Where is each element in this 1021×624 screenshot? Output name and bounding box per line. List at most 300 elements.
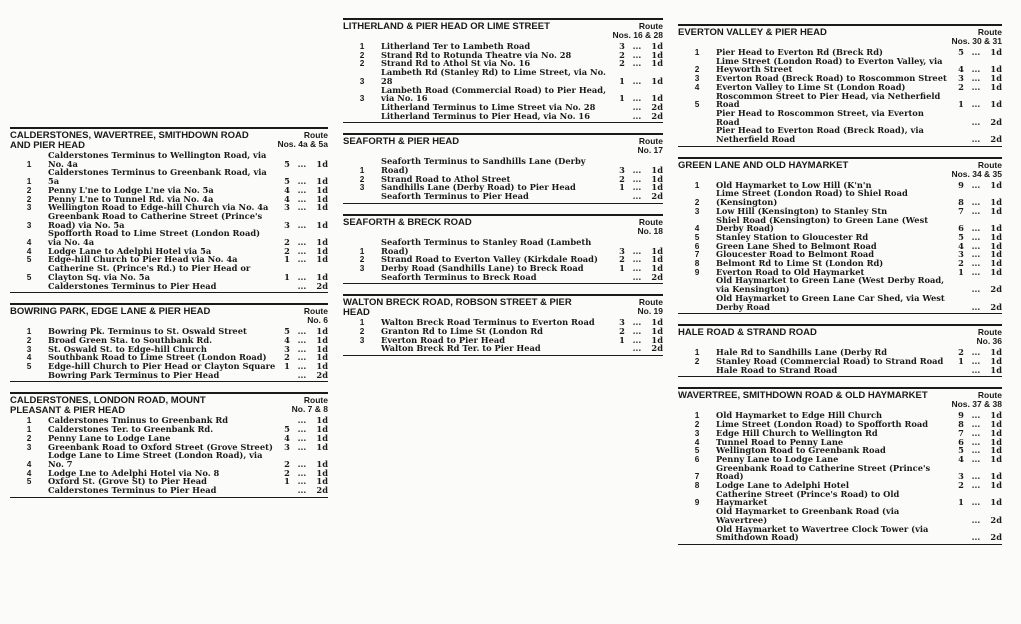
fare-description: Wellington Road to Greenbank Road bbox=[716, 445, 886, 456]
route-section-header bbox=[343, 22, 663, 42]
fare-stage-count: 1 bbox=[958, 266, 964, 277]
fare-description: Derby Road (Sandhills Lane) to Breck Road bbox=[381, 262, 584, 273]
fare-leader-dots: ... bbox=[297, 193, 307, 204]
route-section-title: WALTON BRECK ROAD, ROBSON STREET & PIER HEAD bbox=[343, 297, 572, 319]
fare-price: 1d bbox=[316, 176, 328, 187]
fare-leader-dots: ... bbox=[971, 301, 981, 312]
route-section-header bbox=[678, 28, 1002, 48]
fare-stage-count: 6 bbox=[958, 436, 964, 447]
fare-description: Bowring Pk. Terminus to St. Oswald Street bbox=[48, 326, 247, 337]
fare-stage-number: 2 bbox=[694, 64, 700, 75]
fare-price: 1d bbox=[316, 184, 328, 195]
fare-row bbox=[10, 264, 328, 281]
fare-stage-count: 9 bbox=[958, 410, 964, 421]
fare-description: Hale Road to Strand Road bbox=[716, 364, 838, 375]
route-section bbox=[678, 157, 1002, 315]
fare-price: 1d bbox=[990, 347, 1002, 358]
fare-price: 2d bbox=[651, 271, 663, 282]
fare-price: 1d bbox=[651, 317, 663, 328]
fare-description: Seaforth Terminus to Breck Road bbox=[381, 271, 537, 282]
route-section-title: WAVERTREE, SMITHDOWN ROAD & OLD HAYMARKET bbox=[678, 390, 928, 402]
fare-stage-number: 2 bbox=[359, 173, 365, 184]
route-label: Route bbox=[977, 390, 1002, 401]
fare-description: Litherland Terminus to Lime Street via No. 28 bbox=[381, 101, 596, 112]
fare-stage-count: 7 bbox=[958, 205, 964, 216]
fare-description: Strand Road to Everton Valley (Kirkdale Road) bbox=[381, 254, 598, 265]
fare-leader-dots: ... bbox=[971, 436, 981, 447]
fare-price: 2d bbox=[990, 532, 1002, 543]
fare-leader-dots: ... bbox=[632, 326, 642, 337]
fare-price: 1d bbox=[651, 93, 663, 104]
fare-description: Penny L'ne to Lodge L'ne via No. 5a bbox=[48, 184, 214, 195]
fare-price: 1d bbox=[990, 471, 1002, 482]
route-section bbox=[678, 324, 1002, 377]
fare-leader-dots: ... bbox=[632, 49, 642, 60]
section-rule bbox=[343, 283, 663, 284]
route-section-title: HALE ROAD & STRAND ROAD bbox=[678, 327, 817, 339]
fare-stage-number: 8 bbox=[694, 258, 700, 269]
fare-stage-count: 1 bbox=[958, 99, 964, 110]
fare-row bbox=[343, 112, 663, 121]
fare-description: Litherland Ter to Lambeth Road bbox=[381, 41, 531, 51]
section-rule bbox=[10, 497, 328, 498]
fare-leader-dots: ... bbox=[297, 334, 307, 345]
fare-price: 1d bbox=[990, 445, 1002, 456]
fare-stage-count: 3 bbox=[619, 317, 625, 328]
fare-leader-dots: ... bbox=[971, 419, 981, 430]
fare-description: Everton Valley to Lime St (London Road) bbox=[716, 81, 906, 92]
fare-description: Seaforth Terminus to Sandhills Lane (Derby Road) bbox=[381, 156, 586, 176]
fare-price: 1d bbox=[651, 75, 663, 86]
fare-description: Southbank Road to Lime Street (London Road) bbox=[48, 352, 267, 363]
fare-price: 1d bbox=[316, 352, 328, 363]
fare-leader-dots: ... bbox=[297, 245, 307, 256]
fare-price: 1d bbox=[990, 81, 1002, 92]
fare-price: 1d bbox=[316, 343, 328, 354]
route-section-header bbox=[678, 328, 1002, 348]
fare-price: 1d bbox=[990, 249, 1002, 260]
section-rule bbox=[10, 381, 328, 382]
fare-stage-count: 2 bbox=[284, 237, 290, 248]
fare-description: Lime Street (London Road) to Shiel Road (Kensington) bbox=[716, 188, 908, 208]
fare-leader-dots: ... bbox=[971, 258, 981, 269]
fare-stage-number: 5 bbox=[26, 271, 32, 282]
fare-stage-count: 4 bbox=[958, 240, 964, 251]
route-label: Route bbox=[638, 21, 663, 31]
fare-row bbox=[10, 486, 328, 495]
fare-description: Calderstones Terminus to Pier Head bbox=[48, 485, 217, 496]
fare-price: 2d bbox=[316, 280, 328, 291]
fare-stage-count: 4 bbox=[284, 184, 290, 195]
fare-stage-number: 3 bbox=[26, 343, 32, 354]
fare-description: Low Hill (Kensington) to Stanley Stn bbox=[716, 205, 888, 216]
fare-price: 1d bbox=[316, 271, 328, 282]
route-numbers bbox=[304, 307, 328, 325]
fare-row bbox=[678, 189, 1002, 206]
route-section-title: EVERTON VALLEY & PIER HEAD bbox=[678, 27, 827, 38]
fare-stage-number: 4 bbox=[26, 352, 32, 363]
fare-price: 1d bbox=[316, 326, 328, 337]
fare-leader-dots: ... bbox=[632, 334, 642, 345]
fare-price: 1d bbox=[316, 441, 328, 452]
fare-price: 2d bbox=[651, 191, 663, 202]
fare-leader-dots: ... bbox=[632, 254, 642, 265]
fare-description: Pier Head to Everton Road (Breck Road), via Netherfield Road bbox=[716, 125, 924, 145]
fare-price: 1d bbox=[651, 49, 663, 60]
fare-description: Lodge Lane to Adelphi Hotel bbox=[716, 480, 849, 491]
fare-price: 2d bbox=[651, 101, 663, 112]
fare-stage-number: 7 bbox=[694, 471, 700, 482]
fare-stage-number: 4 bbox=[26, 458, 32, 469]
fare-stage-count: 1 bbox=[284, 361, 290, 372]
column-2 bbox=[343, 18, 663, 366]
fare-description: Everton Road (Breck Road) to Roscommon Street bbox=[716, 73, 947, 84]
fare-row bbox=[678, 464, 1002, 481]
fare-description: Shiel Road (Kensington) to Green Lane (West Derby Road) bbox=[716, 214, 929, 234]
fare-price: 2d bbox=[990, 116, 1002, 127]
route-section-title: BOWRING PARK, EDGE LANE & PIER HEAD bbox=[10, 306, 211, 318]
fare-stage-number: 9 bbox=[694, 266, 700, 277]
fare-stage-count: 3 bbox=[619, 165, 625, 176]
fare-description: Calderstones Ter. to Greenbank Rd. bbox=[48, 424, 214, 435]
fare-description: Green Lane Shed to Belmont Road bbox=[716, 240, 877, 251]
fare-leader-dots: ... bbox=[632, 317, 642, 328]
fare-leader-dots: ... bbox=[297, 458, 307, 469]
fare-price: 1d bbox=[316, 424, 328, 435]
fare-description: Litherland Terminus to Pier Head, via No. 16 bbox=[381, 110, 590, 121]
fare-stage-count: 8 bbox=[958, 197, 964, 208]
fare-stage-number: 3 bbox=[694, 427, 700, 438]
column-1 bbox=[10, 127, 328, 508]
fare-stage-count: 3 bbox=[958, 471, 964, 482]
fare-price: 1d bbox=[316, 158, 328, 169]
fare-leader-dots: ... bbox=[297, 485, 307, 496]
fare-stage-count: 3 bbox=[958, 249, 964, 260]
fare-row bbox=[678, 92, 1002, 109]
fare-stage-count: 3 bbox=[284, 219, 290, 230]
fare-price: 1d bbox=[651, 173, 663, 184]
route-nos: Nos. 30 & 31 bbox=[951, 36, 1002, 46]
fare-stage-count: 2 bbox=[284, 352, 290, 363]
fare-stage-number: 1 bbox=[26, 415, 32, 426]
fare-price: 1d bbox=[990, 364, 1002, 375]
route-section-header bbox=[10, 396, 328, 416]
fare-description: Catherine St. (Prince's Rd.) to Pier Head or Clayton Sq. via No. 5a bbox=[48, 263, 251, 282]
fare-price: 1d bbox=[990, 410, 1002, 421]
fare-description: St. Oswald St. to Edge-hill Church bbox=[48, 343, 207, 354]
fare-stage-number: 2 bbox=[359, 49, 365, 60]
fare-price: 2d bbox=[316, 485, 328, 496]
section-rule bbox=[678, 376, 1002, 377]
fare-row bbox=[343, 157, 663, 174]
route-section-title: CALDERSTONES, WAVERTREE, SMITHDOWN ROAD AND PIER HEAD bbox=[10, 130, 249, 151]
fare-stage-count: 5 bbox=[284, 158, 290, 169]
route-numbers bbox=[951, 161, 1002, 179]
section-rule bbox=[678, 146, 1002, 147]
route-section-header bbox=[343, 137, 663, 157]
fare-stage-count: 4 bbox=[284, 193, 290, 204]
fare-stage-number: 7 bbox=[694, 249, 700, 260]
fare-price: 1d bbox=[990, 64, 1002, 75]
section-rule bbox=[678, 313, 1002, 314]
fare-description: Pier Head to Roscommon Street, via Everton Road bbox=[716, 107, 924, 127]
fare-row bbox=[678, 490, 1002, 507]
fare-description: Edge-hill Church to Pier Head via No. 4a bbox=[48, 254, 238, 265]
fare-stage-number: 1 bbox=[694, 410, 700, 421]
fare-stage-number: 2 bbox=[26, 184, 32, 195]
fare-stage-count: 1 bbox=[619, 93, 625, 104]
fare-leader-dots: ... bbox=[971, 64, 981, 75]
fare-stage-count: 1 bbox=[284, 254, 290, 265]
fare-price: 1d bbox=[316, 361, 328, 372]
route-label: Route bbox=[977, 159, 1002, 170]
section-rule bbox=[343, 122, 663, 123]
fare-stage-number: 2 bbox=[359, 326, 365, 337]
fare-stage-count: 4 bbox=[958, 64, 964, 75]
fare-stage-count: 2 bbox=[958, 347, 964, 358]
fare-leader-dots: ... bbox=[971, 410, 981, 421]
fare-leader-dots: ... bbox=[971, 364, 981, 375]
fare-leader-dots: ... bbox=[297, 326, 307, 337]
fare-leader-dots: ... bbox=[297, 476, 307, 487]
fare-stage-count: 7 bbox=[958, 427, 964, 438]
fare-stage-number: 1 bbox=[359, 165, 365, 176]
fare-stage-number: 3 bbox=[359, 182, 365, 193]
fare-price: 1d bbox=[651, 58, 663, 69]
route-section-header bbox=[343, 218, 663, 238]
route-nos: Nos. 4a & 5a bbox=[277, 139, 328, 149]
fare-leader-dots: ... bbox=[971, 197, 981, 208]
fare-price: 1d bbox=[651, 245, 663, 256]
fare-price: 1d bbox=[651, 182, 663, 193]
fare-row bbox=[678, 276, 1002, 293]
route-numbers bbox=[292, 396, 328, 414]
route-section-title: SEAFORTH & BRECK ROAD bbox=[343, 216, 472, 228]
fare-stage-number: 3 bbox=[359, 262, 365, 273]
fare-price: 2d bbox=[990, 284, 1002, 295]
fare-price: 2d bbox=[990, 301, 1002, 312]
fare-stage-count: 6 bbox=[958, 223, 964, 234]
fare-description: Penny L'ne to Tunnel Rd. via No. 4a bbox=[48, 193, 214, 204]
fare-price: 1d bbox=[990, 73, 1002, 84]
route-section-header bbox=[678, 161, 1002, 181]
fare-description: Tunnel Road to Penny Lane bbox=[716, 436, 844, 447]
fare-price: 1d bbox=[990, 355, 1002, 366]
fare-description: Lambeth Rd (Stanley Rd) to Lime Street, via No. 28 bbox=[381, 67, 606, 86]
fare-stage-count: 4 bbox=[284, 334, 290, 345]
fare-row bbox=[678, 366, 1002, 375]
fare-price: 1d bbox=[990, 223, 1002, 234]
fare-leader-dots: ... bbox=[297, 184, 307, 195]
fare-row bbox=[10, 451, 328, 468]
fare-price: 1d bbox=[316, 237, 328, 248]
fare-stage-number: 4 bbox=[694, 81, 700, 92]
fare-leader-dots: ... bbox=[971, 73, 981, 84]
fare-stage-number: 2 bbox=[694, 197, 700, 208]
fare-row bbox=[10, 371, 328, 380]
fare-leader-dots: ... bbox=[971, 532, 981, 543]
fare-description: Granton Rd to Lime St (London Rd bbox=[381, 326, 543, 337]
fare-stage-number: 1 bbox=[359, 317, 365, 328]
fare-description: Old Haymarket to Edge Hill Church bbox=[716, 410, 883, 421]
fare-leader-dots: ... bbox=[297, 343, 307, 354]
fare-description: Strand Road to Athol Street bbox=[381, 173, 511, 184]
fare-description: Lime Street (London Road) to Spofforth Road bbox=[716, 419, 929, 430]
fare-price: 1d bbox=[316, 467, 328, 478]
fare-stage-count: 4 bbox=[958, 453, 964, 464]
route-section-title: GREEN LANE AND OLD HAYMARKET bbox=[678, 159, 849, 171]
route-section-header bbox=[678, 391, 1002, 411]
fare-description: Seaforth Terminus to Stanley Road (Lambeth Road) bbox=[381, 236, 592, 256]
fare-description: Edge-hill Church to Pier Head or Clayton Square bbox=[48, 361, 276, 372]
fare-leader-dots: ... bbox=[632, 41, 642, 51]
fare-price: 1d bbox=[316, 334, 328, 345]
fare-stage-number: 1 bbox=[26, 326, 32, 337]
fare-stage-number: 6 bbox=[694, 453, 700, 464]
fare-stage-number: 1 bbox=[26, 158, 32, 169]
fare-leader-dots: ... bbox=[971, 179, 981, 190]
fare-row bbox=[10, 282, 328, 291]
fare-price: 1d bbox=[316, 219, 328, 230]
fare-leader-dots: ... bbox=[971, 480, 981, 491]
fare-stage-number: 1 bbox=[694, 179, 700, 190]
fare-description: Oxford St. (Grove St) to Pier Head bbox=[48, 476, 207, 487]
fare-stage-count: 2 bbox=[619, 254, 625, 265]
fare-description: Strand Rd to Athol St via No. 16 bbox=[381, 58, 531, 69]
fare-description: Roscommon Street to Pier Head, via Netherfield Road bbox=[716, 90, 941, 110]
fare-description: Edge Hill Church to Wellington Rd bbox=[716, 427, 878, 438]
fare-row bbox=[343, 238, 663, 255]
fare-description: Broad Green Sta. to Southbank Rd. bbox=[48, 334, 213, 345]
fare-price: 1d bbox=[990, 419, 1002, 430]
fare-description: Gloucester Road to Belmont Road bbox=[716, 249, 875, 260]
fare-stage-count: 2 bbox=[958, 480, 964, 491]
route-label: Route bbox=[638, 297, 663, 308]
fare-stage-number: 1 bbox=[359, 245, 365, 256]
fare-stage-number: 1 bbox=[694, 347, 700, 358]
fare-leader-dots: ... bbox=[971, 81, 981, 92]
fare-price: 1d bbox=[990, 231, 1002, 242]
fare-row bbox=[10, 212, 328, 229]
fare-price: 1d bbox=[990, 197, 1002, 208]
fare-description: Seaforth Terminus to Pier Head bbox=[381, 191, 529, 202]
fare-price: 2d bbox=[990, 514, 1002, 525]
route-section-title: LITHERLAND & PIER HEAD OR LIME STREET bbox=[343, 21, 550, 32]
fare-leader-dots: ... bbox=[971, 347, 981, 358]
route-section bbox=[678, 24, 1002, 147]
fare-stage-number: 4 bbox=[26, 237, 32, 248]
route-numbers bbox=[951, 28, 1002, 46]
fare-row bbox=[343, 86, 663, 103]
fare-description: Walton Breck Road Terminus to Everton Road bbox=[381, 317, 595, 328]
fare-stage-number: 8 bbox=[694, 480, 700, 491]
fare-price: 1d bbox=[316, 432, 328, 443]
fare-stage-count: 3 bbox=[284, 202, 290, 213]
route-label: Route bbox=[638, 136, 663, 147]
fare-stage-number: 5 bbox=[694, 445, 700, 456]
section-rule bbox=[343, 203, 663, 204]
fare-price: 1d bbox=[316, 476, 328, 487]
fare-description: Greenbank Road to Catherine Street (Prince's Road) via No. 5a bbox=[48, 210, 263, 230]
fare-stage-number: 2 bbox=[359, 58, 365, 69]
fare-stage-count: 1 bbox=[619, 334, 625, 345]
fare-price: 2d bbox=[316, 369, 328, 380]
fare-leader-dots: ... bbox=[297, 441, 307, 452]
fare-stage-number: 3 bbox=[26, 202, 32, 213]
fare-description: Penny Lane to Lodge Lane bbox=[48, 432, 171, 443]
fare-leader-dots: ... bbox=[297, 219, 307, 230]
route-section-header bbox=[10, 307, 328, 327]
route-label: Route bbox=[303, 395, 328, 406]
fare-leader-dots: ... bbox=[297, 158, 307, 169]
fare-stage-count: 1 bbox=[284, 476, 290, 487]
route-label: Route bbox=[977, 327, 1002, 338]
fare-leader-dots: ... bbox=[632, 245, 642, 256]
fare-leader-dots: ... bbox=[971, 99, 981, 110]
fare-description: Greenbank Road to Catherine Street (Prince's Road) bbox=[716, 462, 931, 482]
fare-description: Old Haymarket to Wavertree Clock Tower (via Smithdown Road) bbox=[716, 523, 929, 543]
fare-price: 1d bbox=[990, 453, 1002, 464]
fare-description: Walton Breck Rd Ter. to Pier Head bbox=[381, 343, 541, 354]
fare-stage-number: 2 bbox=[26, 432, 32, 443]
fare-price: 1d bbox=[651, 262, 663, 273]
fare-leader-dots: ... bbox=[971, 266, 981, 277]
fare-leader-dots: ... bbox=[632, 165, 642, 176]
route-nos: No. 7 & 8 bbox=[291, 404, 328, 415]
fare-stage-number: 5 bbox=[26, 361, 32, 372]
route-section-title: SEAFORTH & PIER HEAD bbox=[343, 136, 460, 148]
route-nos: No. 19 bbox=[637, 306, 663, 317]
fare-description: Spofforth Road to Lime Street (London Road) via No. 4a bbox=[48, 228, 261, 248]
fare-description: Sandhills Lane (Derby Road) to Pier Head bbox=[381, 182, 576, 193]
fare-price: 1d bbox=[990, 266, 1002, 277]
fare-leader-dots: ... bbox=[971, 453, 981, 464]
fare-description: Pier Head to Everton Rd (Breck Rd) bbox=[716, 47, 883, 57]
fare-description: Everton Road to Old Haymarket bbox=[716, 266, 865, 277]
route-nos: No. 17 bbox=[637, 145, 663, 156]
fare-stage-number: 1 bbox=[694, 47, 700, 57]
fare-leader-dots: ... bbox=[971, 445, 981, 456]
route-label: Route bbox=[977, 27, 1002, 37]
fare-leader-dots: ... bbox=[297, 176, 307, 187]
section-rule bbox=[678, 544, 1002, 545]
fare-stage-count: 8 bbox=[958, 419, 964, 430]
fare-description: Lambeth Road (Commercial Road) to Pier Head, via No. 16 bbox=[381, 84, 606, 104]
fare-leader-dots: ... bbox=[971, 223, 981, 234]
fare-price: 1d bbox=[990, 258, 1002, 269]
fare-stage-count: 2 bbox=[284, 245, 290, 256]
fare-stage-count: 5 bbox=[958, 445, 964, 456]
fare-price: 2d bbox=[651, 343, 663, 354]
fare-price: 1d bbox=[990, 240, 1002, 251]
fare-stage-number: 2 bbox=[694, 355, 700, 366]
route-section bbox=[343, 18, 663, 123]
fare-description: Old Haymarket to Green Lane (West Derby Road, via Kensington) bbox=[716, 275, 945, 295]
fare-leader-dots: ... bbox=[632, 93, 642, 104]
fare-description: Penny Lane to Lodge Lane bbox=[716, 453, 839, 464]
fare-stage-number: 4 bbox=[694, 436, 700, 447]
fare-row bbox=[343, 344, 663, 353]
fare-stage-number: 3 bbox=[359, 334, 365, 345]
route-section bbox=[10, 127, 328, 293]
fare-stage-number: 9 bbox=[694, 497, 700, 508]
fare-stage-count: 2 bbox=[619, 173, 625, 184]
fare-row bbox=[678, 216, 1002, 233]
fare-leader-dots: ... bbox=[297, 361, 307, 372]
fare-description: Calderstones Terminus to Pier Head bbox=[48, 280, 217, 291]
route-nos: No. 6 bbox=[307, 315, 328, 326]
fare-description: Catherine Street (Prince's Road) to Old Haymarket bbox=[716, 488, 900, 508]
